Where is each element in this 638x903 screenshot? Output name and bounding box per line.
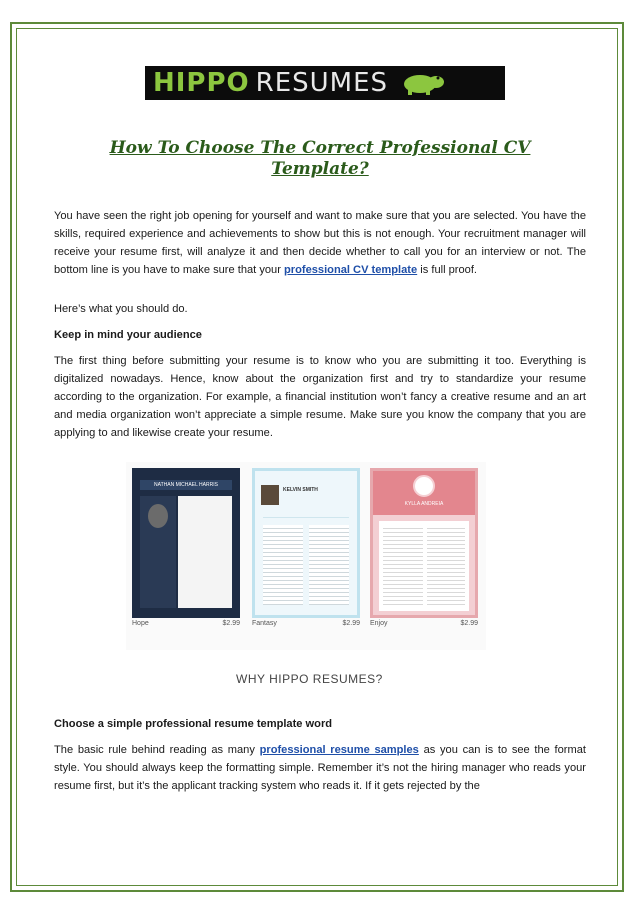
paragraph-whats-to-do: Here’s what you should do. [54,303,188,315]
p4-text-a: The basic rule behind reading as many [54,744,260,756]
caption-label: Enjoy [370,620,388,627]
title-line-2: Template? [271,159,369,179]
caption-enjoy [370,620,478,627]
resume-card-enjoy[interactable] [370,468,478,618]
caption-price: $2.99 [460,620,478,627]
avatar [413,475,435,497]
intro-text-b: is full proof. [417,264,477,276]
resume-card-hope[interactable] [132,468,240,618]
card-name: KYLLA ANDREIA [404,501,444,507]
caption-fantasy [252,620,360,627]
hippo-resumes-logo [145,66,505,100]
professional-cv-template-link[interactable]: professional CV template [284,264,418,276]
hippo-icon [396,70,446,96]
card-name: NATHAN MICHAEL HARRIS [140,480,232,490]
simple-template-paragraph [54,741,586,795]
title-line-1: How To Choose The Correct Professional CV [109,138,531,158]
page-title [60,138,580,180]
p4-text-b: as you can is to see the format style. You should always keep the formatting simple. Remember it’s not the hiring manager who reads your resume first, but it’s the applicant tracking system who reads it. If it gets rejected by the [54,744,586,792]
resume-template-gallery [126,462,486,650]
caption-hope [132,620,240,627]
card-name: KELVIN SMITH [283,487,318,493]
intro-paragraph [54,207,586,279]
heading-audience: Keep in mind your audience [54,329,202,341]
intro-text-a: You have seen the right job opening for yourself and want to make sure that you are selected. You have the skills, required experience and achievements to show but this is not enough. Your recruitment manager will receive your resume first, will analyze it and then decide whether to call you for an interview or not. The bottom line is you have to make sure that your [54,210,586,276]
logo-hippo-text: HIPPO [153,68,250,98]
heading-simple-template: Choose a simple professional resume template word [54,718,333,730]
avatar [261,485,279,505]
resume-card-fantasy[interactable] [252,468,360,618]
caption-price: $2.99 [222,620,240,627]
caption-price: $2.99 [342,620,360,627]
caption-label: Hope [132,620,149,627]
caption-label: Fantasy [252,620,277,627]
why-hippo-resumes-heading: WHY HIPPO RESUMES? [236,672,383,686]
logo-resumes-text: RESUMES [255,68,389,98]
avatar [148,504,168,528]
audience-paragraph: The first thing before submitting your resume is to know who you are submitting it too. Everything is digitalized nowadays. Hence, know about the organization first and try to standardize your resume according to the organization. For example, a financial institution won’t fancy a creative resume and an art and media organization won’t appreciate a simple resume. Make sure you know the company that you are applying to and likewise create your resume. [54,355,586,439]
professional-resume-samples-link[interactable]: professional resume samples [259,744,419,756]
